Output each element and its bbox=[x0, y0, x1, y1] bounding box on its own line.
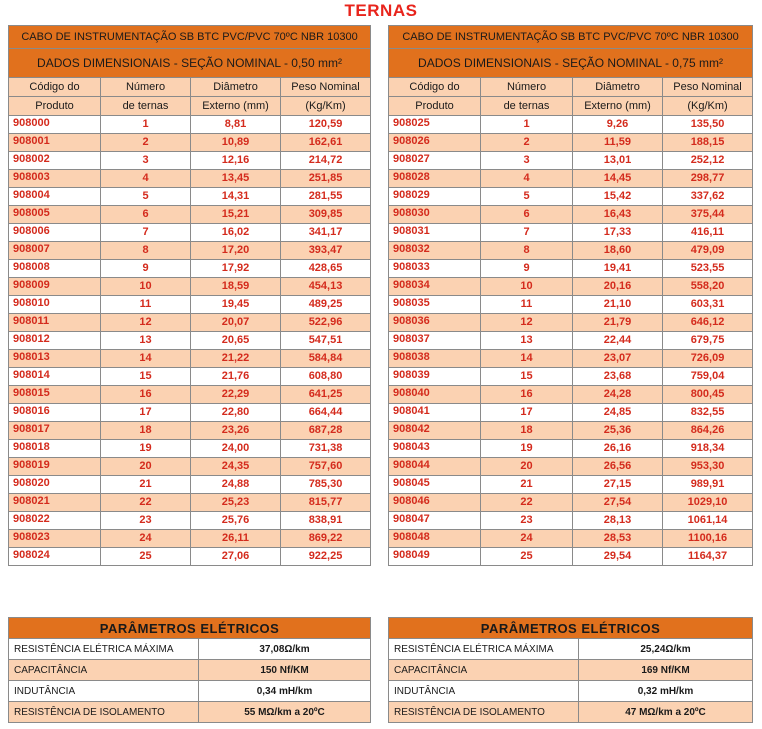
product-code: 908000 bbox=[9, 116, 101, 134]
product-code: 908029 bbox=[389, 188, 481, 206]
product-code: 908046 bbox=[389, 494, 481, 512]
param-value: 0,32 mH/km bbox=[579, 681, 753, 702]
nominal-weight: 953,30 bbox=[663, 458, 753, 476]
nominal-weight: 298,77 bbox=[663, 170, 753, 188]
external-diameter: 27,06 bbox=[191, 548, 281, 566]
external-diameter: 11,59 bbox=[573, 134, 663, 152]
terna-count: 25 bbox=[481, 548, 573, 566]
external-diameter: 29,54 bbox=[573, 548, 663, 566]
param-value: 55 MΩ/km a 20ºC bbox=[199, 702, 371, 723]
terna-count: 9 bbox=[481, 260, 573, 278]
product-code: 908005 bbox=[9, 206, 101, 224]
param-label: CAPACITÂNCIA bbox=[9, 660, 199, 681]
product-code: 908039 bbox=[389, 368, 481, 386]
param-label: INDUTÂNCIA bbox=[9, 681, 199, 702]
terna-count: 13 bbox=[101, 332, 191, 350]
product-code: 908003 bbox=[9, 170, 101, 188]
product-code: 908044 bbox=[389, 458, 481, 476]
header-number: Número bbox=[101, 78, 191, 97]
nominal-weight: 416,11 bbox=[663, 224, 753, 242]
terna-count: 21 bbox=[101, 476, 191, 494]
external-diameter: 26,16 bbox=[573, 440, 663, 458]
nominal-weight: 489,25 bbox=[281, 296, 371, 314]
terna-count: 18 bbox=[481, 422, 573, 440]
electrical-params-table-050 bbox=[8, 617, 371, 723]
terna-count: 14 bbox=[101, 350, 191, 368]
terna-count: 22 bbox=[481, 494, 573, 512]
terna-count: 20 bbox=[481, 458, 573, 476]
table-row bbox=[9, 296, 371, 314]
product-code: 908020 bbox=[9, 476, 101, 494]
nominal-weight: 759,04 bbox=[663, 368, 753, 386]
external-diameter: 9,26 bbox=[573, 116, 663, 134]
table-row bbox=[389, 134, 753, 152]
external-diameter: 28,13 bbox=[573, 512, 663, 530]
nominal-weight: 1029,10 bbox=[663, 494, 753, 512]
nominal-weight: 252,12 bbox=[663, 152, 753, 170]
table-row bbox=[389, 224, 753, 242]
external-diameter: 17,33 bbox=[573, 224, 663, 242]
product-code: 908031 bbox=[389, 224, 481, 242]
header-code: Código do bbox=[389, 78, 481, 97]
nominal-weight: 214,72 bbox=[281, 152, 371, 170]
electrical-params-table-075 bbox=[388, 617, 753, 723]
terna-count: 6 bbox=[101, 206, 191, 224]
product-code: 908034 bbox=[389, 278, 481, 296]
nominal-weight: 726,09 bbox=[663, 350, 753, 368]
table-row bbox=[9, 512, 371, 530]
product-code: 908002 bbox=[9, 152, 101, 170]
terna-count: 4 bbox=[101, 170, 191, 188]
external-diameter: 14,31 bbox=[191, 188, 281, 206]
product-code: 908049 bbox=[389, 548, 481, 566]
external-diameter: 20,07 bbox=[191, 314, 281, 332]
table-row bbox=[9, 206, 371, 224]
header-weight-sub: (Kg/Km) bbox=[281, 97, 371, 116]
product-code: 908017 bbox=[9, 422, 101, 440]
table-row bbox=[389, 404, 753, 422]
nominal-weight: 393,47 bbox=[281, 242, 371, 260]
product-code: 908006 bbox=[9, 224, 101, 242]
param-value: 0,34 mH/km bbox=[199, 681, 371, 702]
external-diameter: 27,15 bbox=[573, 476, 663, 494]
section-title: DADOS DIMENSIONAIS - SEÇÃO NOMINAL - 0,75 mm² bbox=[389, 49, 753, 78]
nominal-weight: 188,15 bbox=[663, 134, 753, 152]
external-diameter: 19,45 bbox=[191, 296, 281, 314]
terna-count: 11 bbox=[481, 296, 573, 314]
product-code: 908008 bbox=[9, 260, 101, 278]
nominal-weight: 523,55 bbox=[663, 260, 753, 278]
product-code: 908038 bbox=[389, 350, 481, 368]
page-title: TERNAS bbox=[344, 1, 418, 20]
external-diameter: 24,00 bbox=[191, 440, 281, 458]
param-value: 37,08Ω/km bbox=[199, 639, 371, 660]
param-label: INDUTÂNCIA bbox=[389, 681, 579, 702]
param-value: 169 Nf/KM bbox=[579, 660, 753, 681]
nominal-weight: 1164,37 bbox=[663, 548, 753, 566]
table-row bbox=[389, 548, 753, 566]
section-title: DADOS DIMENSIONAIS - SEÇÃO NOMINAL - 0,50 mm² bbox=[9, 49, 371, 78]
param-value: 47 MΩ/km a 20ºC bbox=[579, 702, 753, 723]
table-row bbox=[389, 512, 753, 530]
nominal-weight: 869,22 bbox=[281, 530, 371, 548]
terna-count: 21 bbox=[481, 476, 573, 494]
product-code: 908023 bbox=[9, 530, 101, 548]
table-row bbox=[9, 368, 371, 386]
table-row bbox=[9, 332, 371, 350]
external-diameter: 16,02 bbox=[191, 224, 281, 242]
product-code: 908012 bbox=[9, 332, 101, 350]
table-row bbox=[9, 152, 371, 170]
nominal-weight: 922,25 bbox=[281, 548, 371, 566]
external-diameter: 10,89 bbox=[191, 134, 281, 152]
table-row bbox=[389, 278, 753, 296]
product-code: 908018 bbox=[9, 440, 101, 458]
terna-count: 17 bbox=[481, 404, 573, 422]
param-label: RESISTÊNCIA ELÉTRICA MÁXIMA bbox=[9, 639, 199, 660]
terna-count: 12 bbox=[481, 314, 573, 332]
product-code: 908010 bbox=[9, 296, 101, 314]
table-row bbox=[9, 278, 371, 296]
product-code: 908021 bbox=[9, 494, 101, 512]
table-row bbox=[389, 368, 753, 386]
external-diameter: 16,43 bbox=[573, 206, 663, 224]
external-diameter: 15,42 bbox=[573, 188, 663, 206]
product-code: 908043 bbox=[389, 440, 481, 458]
external-diameter: 23,68 bbox=[573, 368, 663, 386]
electrical-params-title: PARÂMETROS ELÉTRICOS bbox=[389, 618, 753, 639]
product-code: 908037 bbox=[389, 332, 481, 350]
nominal-weight: 120,59 bbox=[281, 116, 371, 134]
terna-count: 17 bbox=[101, 404, 191, 422]
product-code: 908026 bbox=[389, 134, 481, 152]
dimensional-table-050 bbox=[8, 25, 371, 566]
terna-count: 12 bbox=[101, 314, 191, 332]
table-row bbox=[9, 170, 371, 188]
product-code: 908041 bbox=[389, 404, 481, 422]
nominal-weight: 558,20 bbox=[663, 278, 753, 296]
table-row bbox=[9, 314, 371, 332]
table-row bbox=[9, 224, 371, 242]
terna-count: 7 bbox=[481, 224, 573, 242]
terna-count: 9 bbox=[101, 260, 191, 278]
nominal-weight: 800,45 bbox=[663, 386, 753, 404]
product-code: 908007 bbox=[9, 242, 101, 260]
external-diameter: 26,11 bbox=[191, 530, 281, 548]
terna-count: 16 bbox=[101, 386, 191, 404]
electrical-params-title: PARÂMETROS ELÉTRICOS bbox=[9, 618, 371, 639]
terna-count: 5 bbox=[481, 188, 573, 206]
product-code: 908030 bbox=[389, 206, 481, 224]
nominal-weight: 1061,14 bbox=[663, 512, 753, 530]
nominal-weight: 832,55 bbox=[663, 404, 753, 422]
product-code: 908032 bbox=[389, 242, 481, 260]
terna-count: 14 bbox=[481, 350, 573, 368]
table-row bbox=[9, 476, 371, 494]
header-diameter: Diâmetro bbox=[573, 78, 663, 97]
nominal-weight: 522,96 bbox=[281, 314, 371, 332]
external-diameter: 13,45 bbox=[191, 170, 281, 188]
table-row bbox=[389, 170, 753, 188]
external-diameter: 23,07 bbox=[573, 350, 663, 368]
product-code: 908024 bbox=[9, 548, 101, 566]
nominal-weight: 603,31 bbox=[663, 296, 753, 314]
external-diameter: 12,16 bbox=[191, 152, 281, 170]
table-row bbox=[389, 350, 753, 368]
table-row bbox=[389, 152, 753, 170]
param-label: RESISTÊNCIA DE ISOLAMENTO bbox=[9, 702, 199, 723]
external-diameter: 20,65 bbox=[191, 332, 281, 350]
table-caption: CABO DE INSTRUMENTAÇÃO SB BTC PVC/PVC 70ºC NBR 10300 bbox=[389, 26, 753, 49]
product-code: 908013 bbox=[9, 350, 101, 368]
table-row bbox=[389, 314, 753, 332]
nominal-weight: 375,44 bbox=[663, 206, 753, 224]
product-code: 908035 bbox=[389, 296, 481, 314]
table-row bbox=[9, 548, 371, 566]
table-row bbox=[389, 476, 753, 494]
product-code: 908042 bbox=[389, 422, 481, 440]
external-diameter: 17,20 bbox=[191, 242, 281, 260]
param-value: 25,24Ω/km bbox=[579, 639, 753, 660]
external-diameter: 28,53 bbox=[573, 530, 663, 548]
product-code: 908036 bbox=[389, 314, 481, 332]
param-label: CAPACITÂNCIA bbox=[389, 660, 579, 681]
external-diameter: 21,76 bbox=[191, 368, 281, 386]
nominal-weight: 135,50 bbox=[663, 116, 753, 134]
terna-count: 2 bbox=[101, 134, 191, 152]
table-row bbox=[9, 188, 371, 206]
header-code-sub: Produto bbox=[9, 97, 101, 116]
header-number-sub: de ternas bbox=[481, 97, 573, 116]
table-row bbox=[389, 260, 753, 278]
product-code: 908048 bbox=[389, 530, 481, 548]
terna-count: 16 bbox=[481, 386, 573, 404]
table-row bbox=[9, 350, 371, 368]
header-weight-sub: (Kg/Km) bbox=[663, 97, 753, 116]
terna-count: 2 bbox=[481, 134, 573, 152]
external-diameter: 22,44 bbox=[573, 332, 663, 350]
nominal-weight: 864,26 bbox=[663, 422, 753, 440]
table-row bbox=[9, 458, 371, 476]
external-diameter: 13,01 bbox=[573, 152, 663, 170]
product-code: 908028 bbox=[389, 170, 481, 188]
param-label: RESISTÊNCIA ELÉTRICA MÁXIMA bbox=[389, 639, 579, 660]
terna-count: 11 bbox=[101, 296, 191, 314]
product-code: 908040 bbox=[389, 386, 481, 404]
param-value: 150 Nf/KM bbox=[199, 660, 371, 681]
terna-count: 19 bbox=[481, 440, 573, 458]
nominal-weight: 664,44 bbox=[281, 404, 371, 422]
terna-count: 4 bbox=[481, 170, 573, 188]
external-diameter: 27,54 bbox=[573, 494, 663, 512]
nominal-weight: 989,91 bbox=[663, 476, 753, 494]
external-diameter: 19,41 bbox=[573, 260, 663, 278]
table-row bbox=[389, 188, 753, 206]
terna-count: 8 bbox=[481, 242, 573, 260]
table-row bbox=[9, 134, 371, 152]
terna-count: 15 bbox=[481, 368, 573, 386]
table-row bbox=[389, 458, 753, 476]
nominal-weight: 454,13 bbox=[281, 278, 371, 296]
terna-count: 3 bbox=[101, 152, 191, 170]
product-code: 908009 bbox=[9, 278, 101, 296]
terna-count: 22 bbox=[101, 494, 191, 512]
nominal-weight: 646,12 bbox=[663, 314, 753, 332]
table-row bbox=[389, 296, 753, 314]
product-code: 908015 bbox=[9, 386, 101, 404]
terna-count: 25 bbox=[101, 548, 191, 566]
terna-count: 1 bbox=[481, 116, 573, 134]
terna-count: 23 bbox=[101, 512, 191, 530]
table-row bbox=[9, 494, 371, 512]
nominal-weight: 785,30 bbox=[281, 476, 371, 494]
terna-count: 6 bbox=[481, 206, 573, 224]
nominal-weight: 479,09 bbox=[663, 242, 753, 260]
external-diameter: 8,81 bbox=[191, 116, 281, 134]
product-code: 908004 bbox=[9, 188, 101, 206]
external-diameter: 24,88 bbox=[191, 476, 281, 494]
nominal-weight: 341,17 bbox=[281, 224, 371, 242]
table-row bbox=[389, 440, 753, 458]
table-row bbox=[9, 386, 371, 404]
terna-count: 10 bbox=[481, 278, 573, 296]
header-number-sub: de ternas bbox=[101, 97, 191, 116]
terna-count: 1 bbox=[101, 116, 191, 134]
header-diameter: Diâmetro bbox=[191, 78, 281, 97]
product-code: 908033 bbox=[389, 260, 481, 278]
terna-count: 5 bbox=[101, 188, 191, 206]
terna-count: 3 bbox=[481, 152, 573, 170]
product-code: 908025 bbox=[389, 116, 481, 134]
external-diameter: 21,10 bbox=[573, 296, 663, 314]
terna-count: 7 bbox=[101, 224, 191, 242]
external-diameter: 24,85 bbox=[573, 404, 663, 422]
product-code: 908016 bbox=[9, 404, 101, 422]
nominal-weight: 251,85 bbox=[281, 170, 371, 188]
nominal-weight: 584,84 bbox=[281, 350, 371, 368]
external-diameter: 25,76 bbox=[191, 512, 281, 530]
nominal-weight: 641,25 bbox=[281, 386, 371, 404]
table-row bbox=[389, 422, 753, 440]
nominal-weight: 309,85 bbox=[281, 206, 371, 224]
table-row bbox=[9, 242, 371, 260]
nominal-weight: 838,91 bbox=[281, 512, 371, 530]
table-row bbox=[389, 116, 753, 134]
header-code: Código do bbox=[9, 78, 101, 97]
nominal-weight: 687,28 bbox=[281, 422, 371, 440]
dimensional-table-075 bbox=[388, 25, 753, 566]
nominal-weight: 337,62 bbox=[663, 188, 753, 206]
external-diameter: 14,45 bbox=[573, 170, 663, 188]
header-number: Número bbox=[481, 78, 573, 97]
header-weight: Peso Nominal bbox=[663, 78, 753, 97]
header-code-sub: Produto bbox=[389, 97, 481, 116]
nominal-weight: 918,34 bbox=[663, 440, 753, 458]
product-code: 908047 bbox=[389, 512, 481, 530]
table-row bbox=[389, 206, 753, 224]
nominal-weight: 281,55 bbox=[281, 188, 371, 206]
product-code: 908045 bbox=[389, 476, 481, 494]
table-row bbox=[9, 404, 371, 422]
external-diameter: 15,21 bbox=[191, 206, 281, 224]
external-diameter: 22,29 bbox=[191, 386, 281, 404]
terna-count: 23 bbox=[481, 512, 573, 530]
terna-count: 13 bbox=[481, 332, 573, 350]
external-diameter: 20,16 bbox=[573, 278, 663, 296]
terna-count: 8 bbox=[101, 242, 191, 260]
product-code: 908019 bbox=[9, 458, 101, 476]
product-code: 908014 bbox=[9, 368, 101, 386]
external-diameter: 21,79 bbox=[573, 314, 663, 332]
nominal-weight: 547,51 bbox=[281, 332, 371, 350]
table-caption: CABO DE INSTRUMENTAÇÃO SB BTC PVC/PVC 70ºC NBR 10300 bbox=[9, 26, 371, 49]
table-row bbox=[9, 530, 371, 548]
table-row bbox=[389, 530, 753, 548]
table-row bbox=[389, 386, 753, 404]
terna-count: 24 bbox=[101, 530, 191, 548]
external-diameter: 22,80 bbox=[191, 404, 281, 422]
nominal-weight: 679,75 bbox=[663, 332, 753, 350]
product-code: 908027 bbox=[389, 152, 481, 170]
terna-count: 10 bbox=[101, 278, 191, 296]
nominal-weight: 731,38 bbox=[281, 440, 371, 458]
table-row bbox=[9, 116, 371, 134]
table-row bbox=[389, 242, 753, 260]
nominal-weight: 1100,16 bbox=[663, 530, 753, 548]
terna-count: 18 bbox=[101, 422, 191, 440]
external-diameter: 21,22 bbox=[191, 350, 281, 368]
product-code: 908011 bbox=[9, 314, 101, 332]
external-diameter: 26,56 bbox=[573, 458, 663, 476]
nominal-weight: 608,80 bbox=[281, 368, 371, 386]
table-row bbox=[389, 494, 753, 512]
nominal-weight: 428,65 bbox=[281, 260, 371, 278]
table-row bbox=[9, 260, 371, 278]
nominal-weight: 162,61 bbox=[281, 134, 371, 152]
nominal-weight: 815,77 bbox=[281, 494, 371, 512]
external-diameter: 18,60 bbox=[573, 242, 663, 260]
external-diameter: 24,28 bbox=[573, 386, 663, 404]
external-diameter: 17,92 bbox=[191, 260, 281, 278]
product-code: 908022 bbox=[9, 512, 101, 530]
nominal-weight: 757,60 bbox=[281, 458, 371, 476]
terna-count: 15 bbox=[101, 368, 191, 386]
external-diameter: 24,35 bbox=[191, 458, 281, 476]
terna-count: 19 bbox=[101, 440, 191, 458]
table-row bbox=[389, 332, 753, 350]
terna-count: 24 bbox=[481, 530, 573, 548]
table-row bbox=[9, 422, 371, 440]
external-diameter: 25,36 bbox=[573, 422, 663, 440]
table-row bbox=[9, 440, 371, 458]
terna-count: 20 bbox=[101, 458, 191, 476]
header-weight: Peso Nominal bbox=[281, 78, 371, 97]
external-diameter: 18,59 bbox=[191, 278, 281, 296]
header-diameter-sub: Externo (mm) bbox=[573, 97, 663, 116]
external-diameter: 23,26 bbox=[191, 422, 281, 440]
product-code: 908001 bbox=[9, 134, 101, 152]
param-label: RESISTÊNCIA DE ISOLAMENTO bbox=[389, 702, 579, 723]
header-diameter-sub: Externo (mm) bbox=[191, 97, 281, 116]
external-diameter: 25,23 bbox=[191, 494, 281, 512]
